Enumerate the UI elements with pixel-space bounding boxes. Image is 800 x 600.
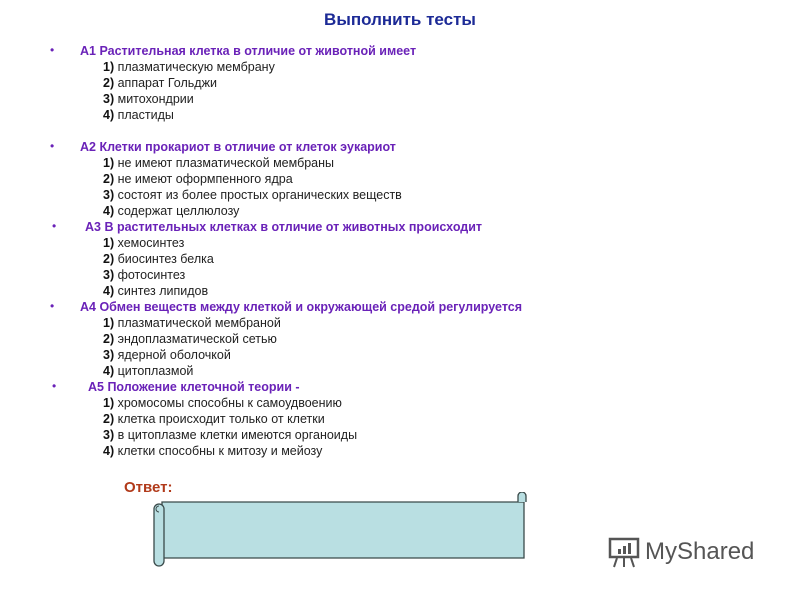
question-heading: A2 Клетки прокариот в отличие от клеток эукариот — [80, 140, 396, 154]
answer-scroll[interactable] — [150, 492, 532, 572]
option-number: 2) — [103, 76, 115, 90]
answer-option — [103, 251, 214, 267]
answer-option — [103, 331, 277, 347]
answer-option — [103, 155, 334, 171]
answer-option — [103, 427, 357, 443]
myshared-logo — [607, 536, 754, 568]
option-number: 4) — [103, 444, 115, 458]
option-text: содержат целлюлозу — [114, 204, 240, 218]
bullet: • — [52, 379, 57, 393]
option-number: 4) — [103, 284, 115, 298]
answer-option — [103, 107, 174, 123]
option-text: в цитоплазме клетки имеются органоиды — [114, 428, 358, 442]
option-text: плазматическую мембрану — [114, 60, 275, 74]
answer-option — [103, 347, 231, 363]
answer-option — [103, 315, 281, 331]
option-number: 1) — [103, 316, 115, 330]
option-text: хромосомы способны к самоудвоению — [114, 396, 342, 410]
answer-option — [103, 171, 293, 187]
question-heading: A4 Обмен веществ между клеткой и окружающей средой регулируется — [80, 300, 523, 314]
option-number: 1) — [103, 396, 115, 410]
answer-option — [103, 187, 402, 203]
option-number: 1) — [103, 156, 115, 170]
answer-label: Ответ: — [124, 479, 173, 496]
option-text: митохондрии — [114, 92, 194, 106]
answer-option — [103, 283, 208, 299]
option-number: 2) — [103, 252, 115, 266]
option-number: 3) — [103, 428, 115, 442]
option-number: 1) — [103, 236, 115, 250]
option-number: 3) — [103, 268, 115, 282]
answer-option — [103, 363, 193, 379]
option-number: 3) — [103, 348, 115, 362]
option-text: биосинтез белка — [114, 252, 214, 266]
answer-option — [103, 235, 184, 251]
option-text: аппарат Гольджи — [114, 76, 217, 90]
answer-option — [103, 91, 194, 107]
option-number: 2) — [103, 332, 115, 346]
bullet: • — [50, 43, 55, 57]
option-number: 3) — [103, 92, 115, 106]
option-text: клетка происходит только от клетки — [114, 412, 325, 426]
option-text: цитоплазмой — [114, 364, 194, 378]
question-heading: A5 Положение клеточной теории - — [88, 380, 300, 394]
bullet: • — [52, 219, 57, 233]
question-heading: A3 В растительных клетках в отличие от животных происходит — [85, 220, 483, 234]
option-text: эндоплазматической сетью — [114, 332, 277, 346]
answer-option — [103, 443, 322, 459]
option-text: не имеют плазматической мембраны — [114, 156, 335, 170]
answer-option — [103, 267, 185, 283]
page-title: Выполнить тесты — [324, 10, 476, 29]
option-text: синтез липидов — [114, 284, 209, 298]
watermark-text: MyShared — [645, 538, 755, 565]
option-text: ядерной оболочкой — [114, 348, 231, 362]
option-number: 2) — [103, 172, 115, 186]
presentation-icon — [607, 536, 641, 568]
option-number: 3) — [103, 188, 115, 202]
bullet: • — [50, 139, 55, 153]
bullet: • — [50, 299, 55, 313]
option-text: не имеют оформпенного ядра — [114, 172, 293, 186]
answer-option — [103, 203, 239, 219]
option-number: 4) — [103, 364, 115, 378]
option-number: 4) — [103, 204, 115, 218]
answer-option — [103, 59, 275, 75]
option-text: плазматической мембраной — [114, 316, 281, 330]
question-heading: A1 Растительная клетка в отличие от животной имеет — [80, 44, 417, 58]
option-text: пластиды — [114, 108, 174, 122]
answer-option — [103, 395, 342, 411]
answer-option — [103, 411, 325, 427]
option-number: 2) — [103, 412, 115, 426]
option-text: состоят из более простых органических веществ — [114, 188, 402, 202]
answer-option — [103, 75, 217, 91]
option-text: хемосинтез — [114, 236, 185, 250]
option-text: фотосинтез — [114, 268, 186, 282]
option-text: клетки способны к митозу и мейозу — [114, 444, 323, 458]
option-number: 4) — [103, 108, 115, 122]
option-number: 1) — [103, 60, 115, 74]
